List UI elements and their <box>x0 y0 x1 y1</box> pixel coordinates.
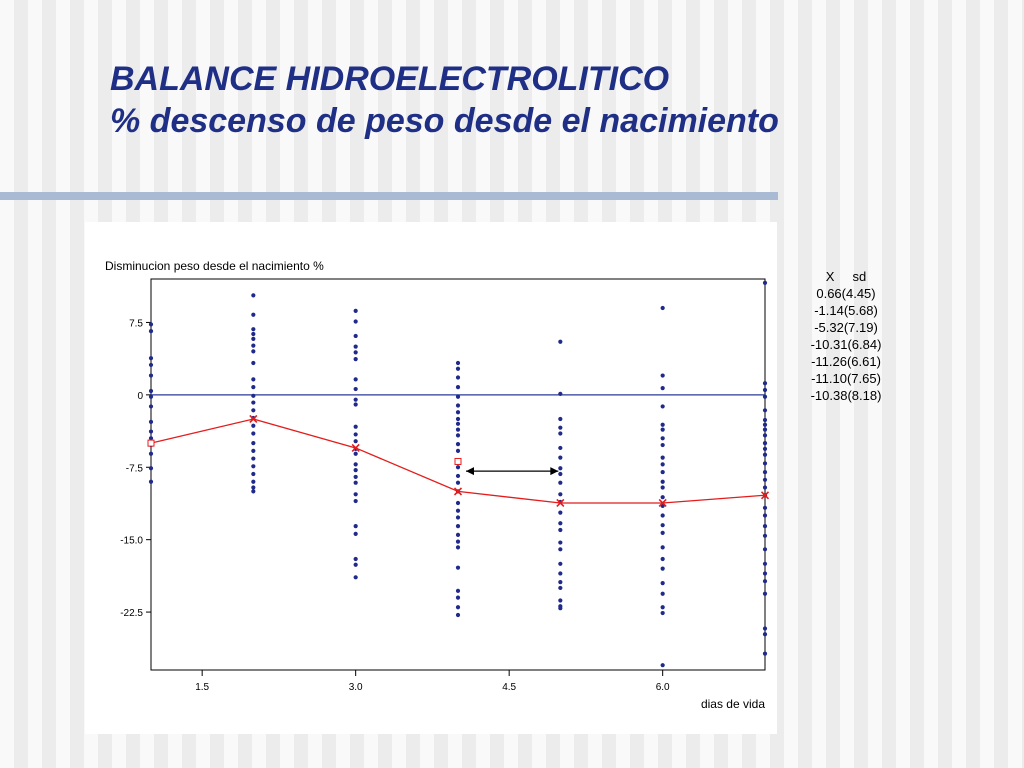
data-point <box>354 319 358 323</box>
data-point <box>558 571 562 575</box>
data-point <box>354 468 358 472</box>
data-point <box>354 452 358 456</box>
data-point <box>558 426 562 430</box>
data-point <box>558 540 562 544</box>
data-point <box>763 571 767 575</box>
data-point <box>558 466 562 470</box>
data-point <box>661 545 665 549</box>
data-point <box>354 462 358 466</box>
data-point <box>456 566 460 570</box>
data-point <box>558 472 562 476</box>
data-point <box>456 501 460 505</box>
data-point <box>456 465 460 469</box>
chart-title: Disminucion peso desde el nacimiento % <box>105 259 324 273</box>
data-point <box>251 344 255 348</box>
stats-row: -1.14(5.68) <box>814 303 878 318</box>
data-point <box>763 547 767 551</box>
data-point <box>149 395 153 399</box>
data-point <box>456 433 460 437</box>
slide-title-line-1: BALANCE HIDROELECTROLITICO <box>110 60 670 98</box>
data-point <box>251 313 255 317</box>
data-point <box>763 470 767 474</box>
data-point <box>456 509 460 513</box>
data-point <box>251 377 255 381</box>
data-point <box>558 580 562 584</box>
stats-row: -11.10(7.65) <box>811 371 881 386</box>
stats-row: -10.31(6.84) <box>810 337 882 352</box>
data-point <box>763 441 767 445</box>
data-point <box>763 506 767 510</box>
x-tick-label: 4.5 <box>502 682 517 693</box>
data-point <box>661 306 665 310</box>
data-point <box>149 480 153 484</box>
data-point <box>558 340 562 344</box>
data-point <box>251 464 255 468</box>
data-point <box>354 481 358 485</box>
x-tick-label: 6.0 <box>655 682 670 693</box>
scatter-chart <box>85 222 777 734</box>
data-point <box>251 441 255 445</box>
data-point <box>354 432 358 436</box>
y-tick-label: -22.5 <box>120 608 143 620</box>
data-point <box>456 539 460 543</box>
data-point <box>251 480 255 484</box>
annotation-arrow-head <box>550 467 558 475</box>
data-point <box>354 524 358 528</box>
data-point <box>661 373 665 377</box>
data-point <box>661 404 665 408</box>
data-point <box>354 402 358 406</box>
plot-layer <box>120 281 768 693</box>
data-point <box>354 475 358 479</box>
data-point <box>558 528 562 532</box>
data-point <box>456 367 460 371</box>
data-point <box>149 404 153 408</box>
data-point <box>763 428 767 432</box>
annotation-marker <box>455 458 461 464</box>
data-point <box>558 392 562 396</box>
data-point <box>149 420 153 424</box>
data-point <box>456 595 460 599</box>
data-point <box>456 417 460 421</box>
data-point <box>763 395 767 399</box>
data-point <box>661 567 665 571</box>
data-point <box>763 461 767 465</box>
data-point <box>661 423 665 427</box>
data-point <box>558 586 562 590</box>
mean-marker <box>148 440 154 446</box>
data-point <box>558 456 562 460</box>
stats-row: -11.26(6.61) <box>811 354 881 369</box>
data-point <box>763 524 767 528</box>
data-point <box>354 309 358 313</box>
data-point <box>558 547 562 551</box>
accent-bar <box>0 192 778 200</box>
data-point <box>456 395 460 399</box>
data-point <box>354 425 358 429</box>
data-point <box>149 389 153 393</box>
data-point <box>763 408 767 412</box>
data-point <box>251 485 255 489</box>
data-point <box>763 579 767 583</box>
x-tick-label: 1.5 <box>195 682 210 693</box>
data-point <box>456 533 460 537</box>
data-point <box>354 344 358 348</box>
data-point <box>763 562 767 566</box>
data-point <box>661 557 665 561</box>
data-point <box>661 456 665 460</box>
data-point <box>763 281 767 285</box>
data-point <box>763 534 767 538</box>
data-point <box>456 375 460 379</box>
data-point <box>763 513 767 517</box>
data-point <box>251 327 255 331</box>
data-point <box>763 453 767 457</box>
stats-table <box>790 268 902 404</box>
data-point <box>763 651 767 655</box>
data-point <box>456 403 460 407</box>
data-point <box>354 398 358 402</box>
slide-title <box>110 58 779 142</box>
data-point <box>456 545 460 549</box>
data-point <box>354 563 358 567</box>
data-point <box>456 524 460 528</box>
data-point <box>251 472 255 476</box>
data-point <box>149 373 153 377</box>
data-point <box>558 417 562 421</box>
data-point <box>763 447 767 451</box>
data-point <box>661 428 665 432</box>
data-point <box>354 377 358 381</box>
data-point <box>456 422 460 426</box>
data-point <box>251 337 255 341</box>
data-point <box>456 410 460 414</box>
data-point <box>661 480 665 484</box>
annotation-arrow-head <box>466 467 474 475</box>
data-point <box>456 613 460 617</box>
stats-row: 0.66(4.45) <box>816 286 876 301</box>
data-point <box>661 495 665 499</box>
data-point <box>149 429 153 433</box>
data-point <box>251 400 255 404</box>
stats-row: -5.32(7.19) <box>814 320 878 335</box>
data-point <box>456 481 460 485</box>
y-tick-label: -7.5 <box>125 463 143 475</box>
data-point <box>456 361 460 365</box>
data-point <box>558 511 562 515</box>
data-point <box>661 611 665 615</box>
data-point <box>661 443 665 447</box>
data-point <box>251 431 255 435</box>
y-tick-label: -15.0 <box>120 535 143 547</box>
data-point <box>763 433 767 437</box>
x-tick-label: 3.0 <box>348 682 363 693</box>
slide-title-line-2: % descenso de peso desde el nacimiento <box>110 102 779 140</box>
data-point <box>456 589 460 593</box>
data-point <box>661 523 665 527</box>
data-point <box>456 474 460 478</box>
data-point <box>661 485 665 489</box>
data-point <box>763 418 767 422</box>
data-point <box>149 322 153 326</box>
data-point <box>558 521 562 525</box>
data-point <box>149 452 153 456</box>
data-point <box>763 632 767 636</box>
data-point <box>456 442 460 446</box>
data-point <box>251 489 255 493</box>
data-point <box>661 436 665 440</box>
data-point <box>558 492 562 496</box>
data-point <box>661 605 665 609</box>
data-point <box>456 605 460 609</box>
data-point <box>661 581 665 585</box>
data-point <box>354 575 358 579</box>
data-point <box>251 332 255 336</box>
data-point <box>558 481 562 485</box>
data-point <box>354 387 358 391</box>
data-point <box>354 492 358 496</box>
data-point <box>251 408 255 412</box>
data-point <box>763 592 767 596</box>
data-point <box>149 356 153 360</box>
x-axis-label: dias de vida <box>700 697 765 711</box>
y-tick-label: 0 <box>137 390 143 402</box>
data-point <box>763 626 767 630</box>
data-point <box>149 329 153 333</box>
y-tick-label: 7.5 <box>129 318 143 330</box>
data-point <box>661 386 665 390</box>
data-point <box>251 456 255 460</box>
data-point <box>251 449 255 453</box>
data-point <box>763 423 767 427</box>
data-point <box>149 363 153 367</box>
data-point <box>354 357 358 361</box>
data-point <box>354 499 358 503</box>
data-point <box>251 361 255 365</box>
data-point <box>354 334 358 338</box>
data-point <box>558 606 562 610</box>
data-point <box>251 385 255 389</box>
data-point <box>149 466 153 470</box>
chart-panel <box>85 222 777 734</box>
data-point <box>354 439 358 443</box>
data-point <box>456 385 460 389</box>
data-point <box>251 394 255 398</box>
stats-header: X sd <box>825 269 867 284</box>
data-point <box>354 532 358 536</box>
data-point <box>558 446 562 450</box>
data-point <box>456 449 460 453</box>
data-point <box>251 349 255 353</box>
data-point <box>558 562 562 566</box>
data-point <box>661 531 665 535</box>
data-point <box>763 388 767 392</box>
data-point <box>456 428 460 432</box>
data-point <box>251 424 255 428</box>
data-point <box>763 381 767 385</box>
data-point <box>354 557 358 561</box>
data-point <box>661 592 665 596</box>
data-point <box>354 350 358 354</box>
data-point <box>763 478 767 482</box>
data-point <box>456 515 460 519</box>
data-point <box>661 513 665 517</box>
data-point <box>661 470 665 474</box>
data-point <box>251 293 255 297</box>
data-point <box>661 462 665 466</box>
data-point <box>558 431 562 435</box>
data-point <box>763 485 767 489</box>
stats-row: -10.38(8.18) <box>810 388 882 403</box>
data-point <box>661 663 665 667</box>
data-point <box>558 598 562 602</box>
